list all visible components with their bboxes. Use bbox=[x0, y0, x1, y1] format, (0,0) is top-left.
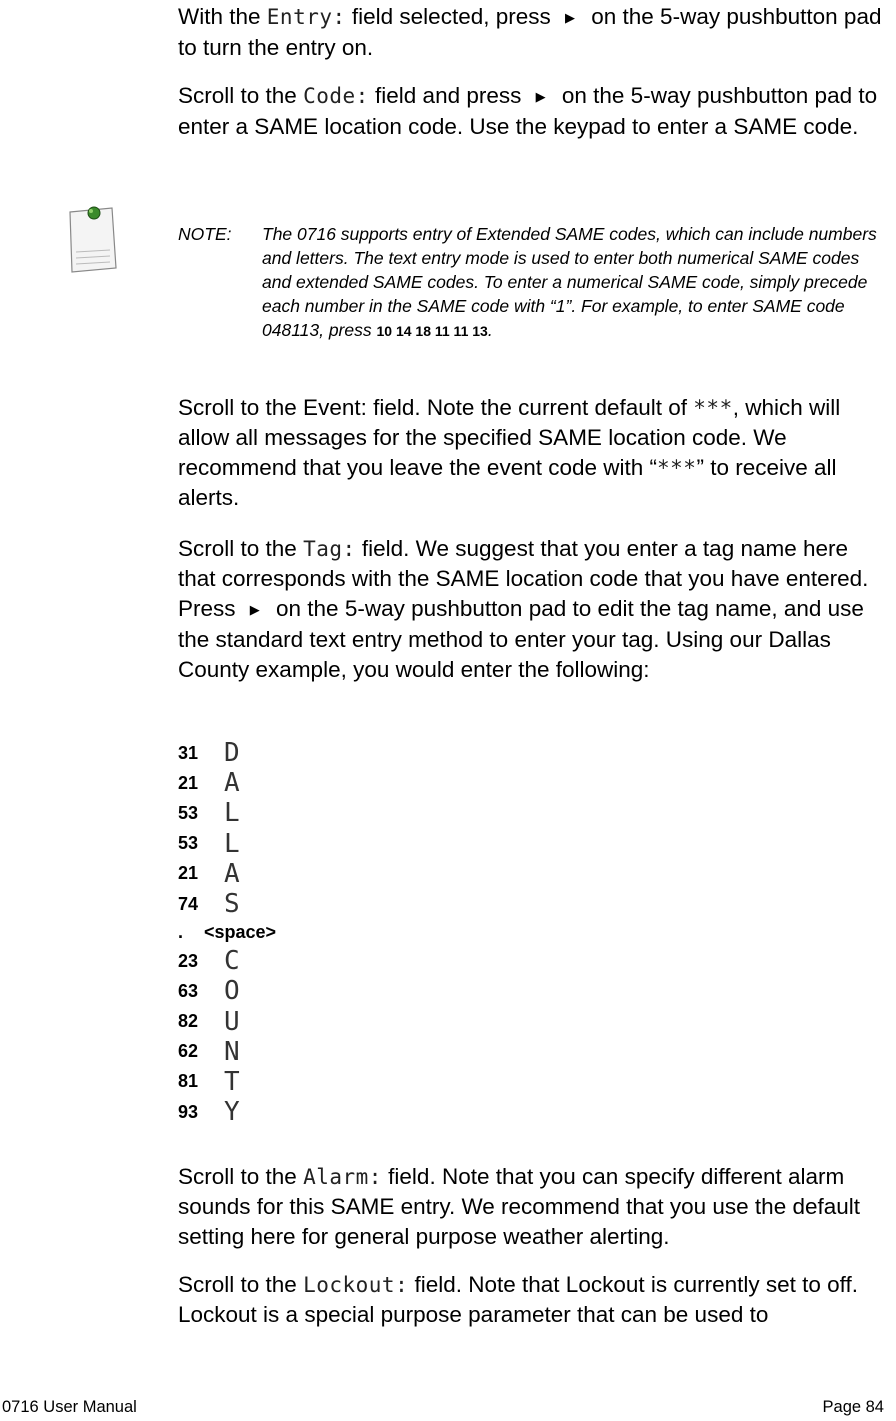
list-item bbox=[178, 976, 276, 1006]
key-sequence-list bbox=[178, 738, 276, 1127]
keypad-key: 74 bbox=[178, 893, 199, 914]
paragraph-lockout bbox=[178, 1270, 890, 1330]
list-item bbox=[178, 829, 276, 859]
space-character: <space> bbox=[204, 922, 277, 943]
lcd-character: T bbox=[224, 1066, 240, 1097]
list-item bbox=[178, 798, 276, 828]
note-paper-icon bbox=[64, 202, 120, 276]
note-body bbox=[262, 222, 892, 343]
list-item bbox=[178, 919, 276, 946]
lcd-field-tag: Tag: bbox=[303, 537, 356, 561]
keypad-key: 23 bbox=[178, 950, 199, 971]
text: field selected, press bbox=[345, 4, 557, 29]
note-text: The 0716 supports entry of Extended SAME codes, which can include numbers and letters. The text entry mode is used to enter both numerical SAME codes and extended SAME codes. To enter a numerical SAME code, simply precede each number in the SAME code with “1”. For example, to enter SAME code 048113, press bbox=[262, 224, 877, 340]
keypad-key: 53 bbox=[178, 833, 199, 854]
lcd-field-code: Code: bbox=[303, 84, 369, 108]
lcd-character: L bbox=[224, 798, 240, 829]
keypad-key: 62 bbox=[178, 1041, 199, 1062]
right-arrow-icon: ▶ bbox=[249, 602, 260, 617]
text: field and press bbox=[368, 83, 528, 108]
paragraph-event bbox=[178, 393, 890, 513]
lcd-character: S bbox=[224, 889, 240, 920]
keypad-key: 63 bbox=[178, 980, 199, 1001]
lcd-character: Y bbox=[224, 1097, 240, 1128]
text: Scroll to the bbox=[178, 83, 304, 108]
note-label: NOTE: bbox=[178, 224, 232, 244]
right-arrow-icon: ▶ bbox=[535, 89, 546, 104]
note-keys: 10 14 18 11 11 13 bbox=[376, 323, 488, 339]
keypad-key: 21 bbox=[178, 772, 199, 793]
text: field. Note that you can specify different alarm sounds for this SAME entry. We recommend that you use the default setting here for general purpose weather alerting. bbox=[178, 1164, 861, 1249]
lcd-event-code: *** bbox=[657, 456, 697, 480]
list-item bbox=[178, 859, 276, 889]
keypad-key: 53 bbox=[178, 802, 199, 823]
lcd-character: L bbox=[224, 828, 240, 859]
right-arrow-icon: ▶ bbox=[565, 10, 575, 25]
paragraph-entry bbox=[178, 2, 890, 63]
list-item bbox=[178, 946, 276, 976]
text: Scroll to the bbox=[178, 1272, 304, 1297]
keypad-key: 31 bbox=[178, 742, 199, 763]
lcd-character: A bbox=[224, 768, 240, 799]
lcd-character: O bbox=[224, 976, 240, 1007]
list-item bbox=[178, 889, 276, 919]
keypad-key: 82 bbox=[178, 1011, 199, 1032]
lcd-character: A bbox=[224, 858, 240, 889]
paragraph-tag bbox=[178, 534, 890, 685]
list-item bbox=[178, 1007, 276, 1037]
text: field. Note that Lockout is currently set to off. Lockout is a special purpose parameter that can be used to bbox=[178, 1272, 859, 1327]
text: on the 5-way pushbutton pad to edit the tag name, and use the standard text entry method to enter your tag. Using our Dallas County example, you would enter the following: bbox=[178, 596, 864, 682]
list-item bbox=[178, 1097, 276, 1127]
text: , which will allow all messages for the specified SAME location code. We recommend that you leave the event code with “ bbox=[178, 395, 841, 480]
keypad-key: 21 bbox=[178, 863, 199, 884]
keypad-key: 93 bbox=[178, 1101, 199, 1122]
list-item bbox=[178, 1037, 276, 1067]
lcd-field-entry: Entry: bbox=[266, 5, 346, 29]
list-item bbox=[178, 768, 276, 798]
text: With the bbox=[178, 4, 267, 29]
footer-manual-title: 0716 User Manual bbox=[2, 1398, 137, 1416]
lcd-character: N bbox=[224, 1036, 240, 1067]
keypad-key: 81 bbox=[178, 1071, 199, 1092]
lcd-event-code: *** bbox=[693, 396, 733, 420]
text: ” to receive all alerts. bbox=[178, 455, 837, 510]
paragraph-alarm bbox=[178, 1162, 890, 1252]
footer-page-number: Page 84 bbox=[822, 1398, 884, 1416]
text: Scroll to the Event: field. Note the current default of bbox=[178, 395, 694, 420]
text: field. We suggest that you enter a tag name here that corresponds with the SAME location code that you have entered. Press bbox=[178, 536, 869, 621]
lcd-character: D bbox=[224, 738, 240, 769]
text: . bbox=[487, 320, 493, 340]
lcd-field-lockout: Lockout: bbox=[303, 1273, 409, 1297]
lcd-character: U bbox=[224, 1006, 240, 1037]
text: on the 5-way pushbutton pad to enter a SAME location code. Use the keypad to enter a SAME code. bbox=[178, 83, 878, 139]
paragraph-code bbox=[178, 81, 890, 142]
list-item bbox=[178, 1067, 276, 1097]
list-item bbox=[178, 738, 276, 768]
text: on the 5-way pushbutton pad to turn the entry on. bbox=[178, 4, 882, 60]
text: Scroll to the bbox=[178, 536, 304, 561]
keypad-key: . bbox=[178, 922, 184, 943]
lcd-character: C bbox=[224, 946, 240, 977]
text: Scroll to the bbox=[178, 1164, 304, 1189]
lcd-field-alarm: Alarm: bbox=[303, 1165, 382, 1189]
